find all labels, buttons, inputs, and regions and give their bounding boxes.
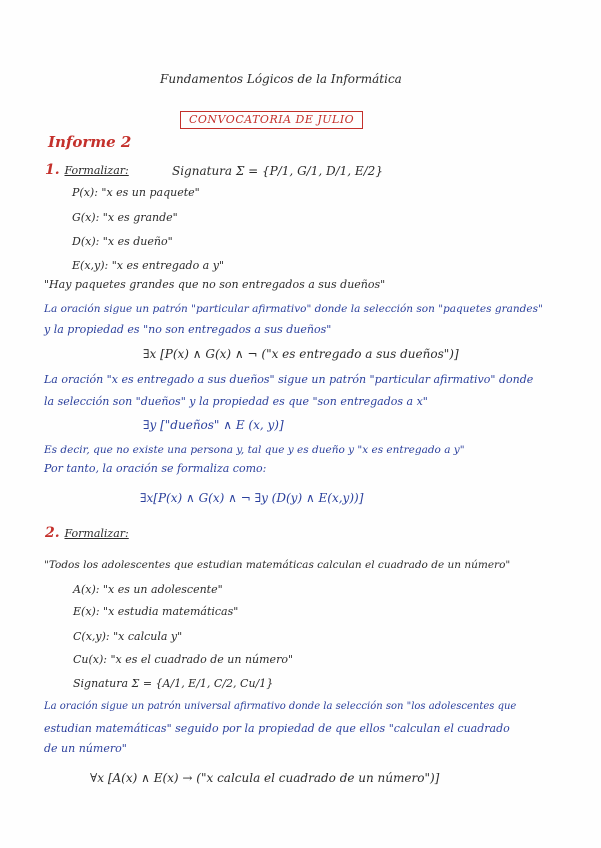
section1-expl3-line2: Por tanto, la oración se formaliza como: (44, 462, 267, 475)
report-heading: Informe 2 (48, 133, 132, 151)
predicate-a: A(x): "x es un adolescente" (73, 583, 223, 596)
section2-expl-line2: estudian matemáticas" seguido por la propiedad de que ellos "calculan el cuadrado (44, 722, 510, 735)
call-box: CONVOCATORIA DE JULIO (180, 111, 363, 129)
section1-number: 1. (45, 162, 60, 178)
page-title: Fundamentos Lógicos de la Informática (160, 72, 402, 86)
predicate-e2: E(x): "x estudia matemáticas" (73, 605, 239, 618)
section1-heading (45, 162, 129, 179)
section2-expl-line3: de un número" (44, 742, 127, 755)
section1-expl2-line1: La oración "x es entregado a sus dueños" sigue un patrón "particular afirmativo" donde (44, 373, 534, 386)
section2-signature: Signatura Σ = {A/1, E/1, C/2, Cu/1} (73, 677, 274, 690)
section1-sentence: "Hay paquetes grandes que no son entregados a sus dueños" (44, 278, 386, 291)
section1-formula1: ∃x [P(x) ∧ G(x) ∧ ¬ ("x es entregado a sus dueños")] (143, 347, 459, 361)
section2-formula: ∀x [A(x) ∧ E(x) → ("x calcula el cuadrado de un número")] (90, 771, 440, 785)
section2-heading (45, 525, 129, 542)
section1-expl3-line1: Es decir, que no existe una persona y, tal que y es dueño y "x es entregado a y" (44, 444, 465, 456)
predicate-cu: Cu(x): "x es el cuadrado de un número" (73, 653, 294, 666)
predicate-e: E(x,y): "x es entregado a y" (72, 259, 225, 272)
section2-sentence: "Todos los adolescentes que estudian matemáticas calculan el cuadrado de un número" (44, 559, 511, 571)
section1-label: Formalizar: (64, 164, 129, 177)
predicate-p: P(x): "x es un paquete" (72, 186, 200, 199)
section1-formula3: ∃x[P(x) ∧ G(x) ∧ ¬ ∃y (D(y) ∧ E(x,y))] (140, 491, 364, 505)
section1-formula2: ∃y ["dueños" ∧ E (x, y)] (143, 418, 284, 432)
section2-label: Formalizar: (64, 527, 129, 540)
section1-expl2-line2: la selección son "dueños" y la propiedad es que "son entregados a x" (44, 395, 428, 408)
section1-signature: Signatura Σ = {P/1, G/1, D/1, E/2} (172, 164, 383, 178)
section1-expl1-line1: La oración sigue un patrón "particular afirmativo" donde la selección son "paquetes grandes" (44, 303, 543, 315)
predicate-c: C(x,y): "x calcula y" (73, 630, 183, 643)
section1-expl1-line2: y la propiedad es "no son entregados a sus dueños" (44, 323, 332, 336)
predicate-g: G(x): "x es grande" (72, 211, 178, 224)
section2-number: 2. (45, 525, 60, 541)
section2-expl-line1: La oración sigue un patrón universal afirmativo donde la selección son "los adolescentes que (44, 701, 517, 712)
predicate-d: D(x): "x es dueño" (72, 235, 173, 248)
